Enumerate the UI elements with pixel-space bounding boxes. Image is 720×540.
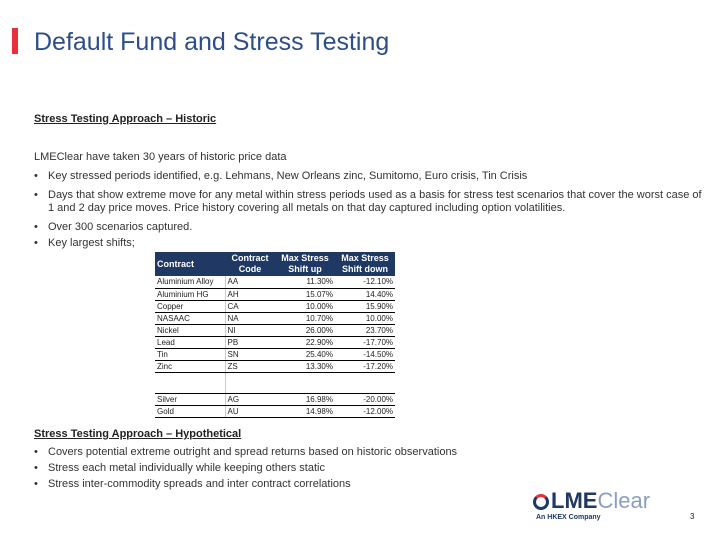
- table-cell: 16.98%: [275, 393, 335, 405]
- table-cell: 10.00%: [275, 300, 335, 312]
- table-cell: 13.30%: [275, 360, 335, 372]
- table-row: [155, 360, 395, 372]
- accent-bar: [12, 28, 18, 54]
- table-cell: Nickel: [155, 324, 225, 336]
- table-cell: Aluminium Alloy: [155, 276, 225, 288]
- bullet: • Key stressed periods identified, e.g. Lehmans, New Orleans zinc, Sumitomo, Euro crisis, Tin Crisis: [34, 170, 709, 183]
- table-cell: -20.00%: [335, 393, 395, 405]
- table-cell: SN: [225, 348, 275, 360]
- column-header: Max Stress Shift down: [335, 252, 395, 276]
- table-cell: AG: [225, 393, 275, 405]
- table-cell: 15.90%: [335, 300, 395, 312]
- table-row: [155, 324, 395, 336]
- table-cell: -14.50%: [335, 348, 395, 360]
- table-row: [155, 276, 395, 288]
- logo-clear: Clear: [597, 488, 651, 513]
- table-row: [155, 300, 395, 312]
- table-cell: PB: [225, 336, 275, 348]
- table-cell: 10.70%: [275, 312, 335, 324]
- table-cell: Tin: [155, 348, 225, 360]
- table-cell: ZS: [225, 360, 275, 372]
- logo-ring-icon: [533, 494, 549, 510]
- table-cell: AH: [225, 288, 275, 300]
- bullet: • Over 300 scenarios captured.: [34, 221, 709, 234]
- table-spacer-row: [155, 372, 395, 393]
- table-cell: Gold: [155, 405, 225, 417]
- table-cell: 25.40%: [275, 348, 335, 360]
- table-cell: -17.70%: [335, 336, 395, 348]
- table-cell: CA: [225, 300, 275, 312]
- table-cell: Copper: [155, 300, 225, 312]
- table-cell: 10.00%: [335, 312, 395, 324]
- column-header: Contract Code: [225, 252, 275, 276]
- bullet: • Stress each metal individually while keeping others static: [34, 462, 514, 475]
- table-row: [155, 288, 395, 300]
- table-cell: 26.00%: [275, 324, 335, 336]
- bullet: • Key largest shifts;: [34, 237, 709, 250]
- table-cell: 11.30%: [275, 276, 335, 288]
- table-cell: 14.98%: [275, 405, 335, 417]
- hypothetical-heading: Stress Testing Approach – Hypothetical: [34, 428, 242, 440]
- logo-subtitle: An HKEX Company: [536, 514, 601, 521]
- table-cell: 15.07%: [275, 288, 335, 300]
- historic-heading: Stress Testing Approach – Historic: [34, 113, 217, 125]
- table-cell: Aluminium HG: [155, 288, 225, 300]
- page-title: Default Fund and Stress Testing: [34, 28, 390, 56]
- table-cell: -12.00%: [335, 405, 395, 417]
- logo-lme: LME: [551, 488, 598, 513]
- page-number: 3: [690, 512, 695, 521]
- table-cell: 23.70%: [335, 324, 395, 336]
- table-row: [155, 393, 395, 405]
- column-header: Contract: [155, 252, 225, 276]
- table-row: [155, 405, 395, 417]
- table-cell: 22.90%: [275, 336, 335, 348]
- table-cell: Zinc: [155, 360, 225, 372]
- table-cell: -17.20%: [335, 360, 395, 372]
- table-cell: -12.10%: [335, 276, 395, 288]
- table-cell: NASAAC: [155, 312, 225, 324]
- bullet: • Stress inter-commodity spreads and inter contract correlations: [34, 478, 514, 491]
- table-cell: NA: [225, 312, 275, 324]
- table-cell: AU: [225, 405, 275, 417]
- column-header: Max Stress Shift up: [275, 252, 335, 276]
- stress-shift-table: [155, 252, 395, 418]
- table-cell: NI: [225, 324, 275, 336]
- table-cell: Lead: [155, 336, 225, 348]
- table-row: [155, 312, 395, 324]
- historic-intro: LMEClear have taken 30 years of historic price data: [34, 151, 287, 163]
- table-row: [155, 348, 395, 360]
- table-cell: AA: [225, 276, 275, 288]
- bullet: • Days that show extreme move for any metal within stress periods used as a basis for stress test scenarios that cover the worst case of 1 and 2 day price moves. Price history covering all metals on that day captured including option volatilities.: [34, 189, 709, 215]
- table-row: [155, 336, 395, 348]
- lme-clear-logo: [533, 488, 650, 521]
- bullet: • Covers potential extreme outright and spread returns based on historic observations: [34, 446, 514, 459]
- table-cell: Silver: [155, 393, 225, 405]
- table-cell: 14.40%: [335, 288, 395, 300]
